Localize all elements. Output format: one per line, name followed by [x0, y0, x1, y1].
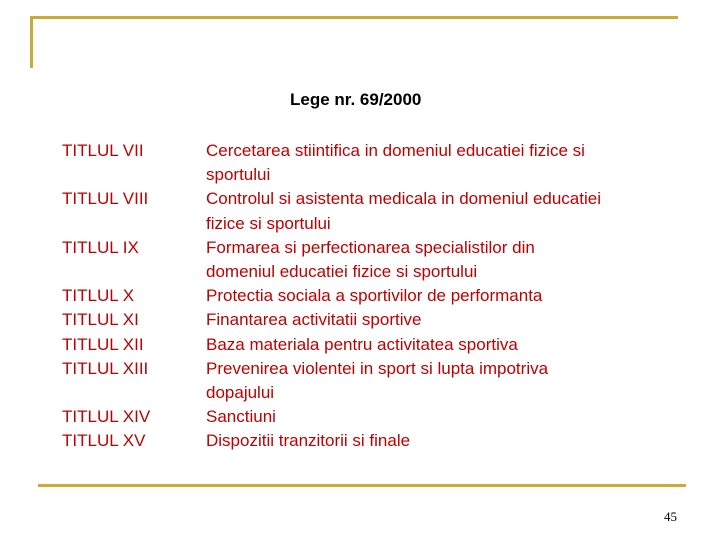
content-line: Formarea si perfectionarea specialistilor din: [206, 237, 535, 257]
content-line: Cercetarea stiintifica in domeniul educatiei fizice si: [206, 141, 585, 160]
decorative-frame-top-line: [30, 16, 678, 19]
content-line: sportului: [206, 165, 271, 185]
title-line: [62, 163, 150, 187]
title-line: TITLUL VIII: [62, 189, 149, 209]
content-line: Finantarea activitatii sportive: [206, 310, 422, 330]
title-line: TITLUL XIV: [62, 407, 151, 427]
decorative-frame-bottom-line: [38, 484, 686, 487]
content-line: Baza materiala pentru activitatea sportiva: [206, 334, 518, 354]
page-number: 45: [664, 509, 677, 524]
title-line: [62, 381, 150, 405]
title-line: TITLUL XV: [62, 431, 146, 451]
content-line: Controlul si asistenta medicala in domeniul educatiei: [206, 189, 601, 209]
content-line: Sanctiuni: [206, 407, 276, 427]
content-line: Prevenirea violentei in sport si lupta impotriva: [206, 358, 549, 378]
titles-column: [62, 139, 150, 453]
title-line: TITLUL XIII: [62, 358, 149, 378]
title-line: TITLUL XI: [62, 310, 139, 330]
title-line: [62, 212, 150, 236]
title-line: TITLUL VII: [62, 141, 144, 160]
decorative-frame-left-line: [30, 16, 33, 68]
contents-column: [206, 139, 601, 453]
content-line: dopajului: [206, 382, 275, 402]
content-line: Protectia sociala a sportivilor de performanta: [206, 286, 543, 306]
title-line: [62, 260, 150, 284]
content-line: fizice si sportului: [206, 213, 331, 233]
content-line: domeniul educatiei fizice si sportului: [206, 261, 478, 281]
slide-title: Lege nr. 69/2000: [290, 90, 422, 109]
title-line: TITLUL X: [62, 286, 135, 306]
title-line: TITLUL IX: [62, 237, 139, 257]
title-line: TITLUL XII: [62, 334, 144, 354]
content-line: Dispozitii tranzitorii si finale: [206, 431, 411, 451]
